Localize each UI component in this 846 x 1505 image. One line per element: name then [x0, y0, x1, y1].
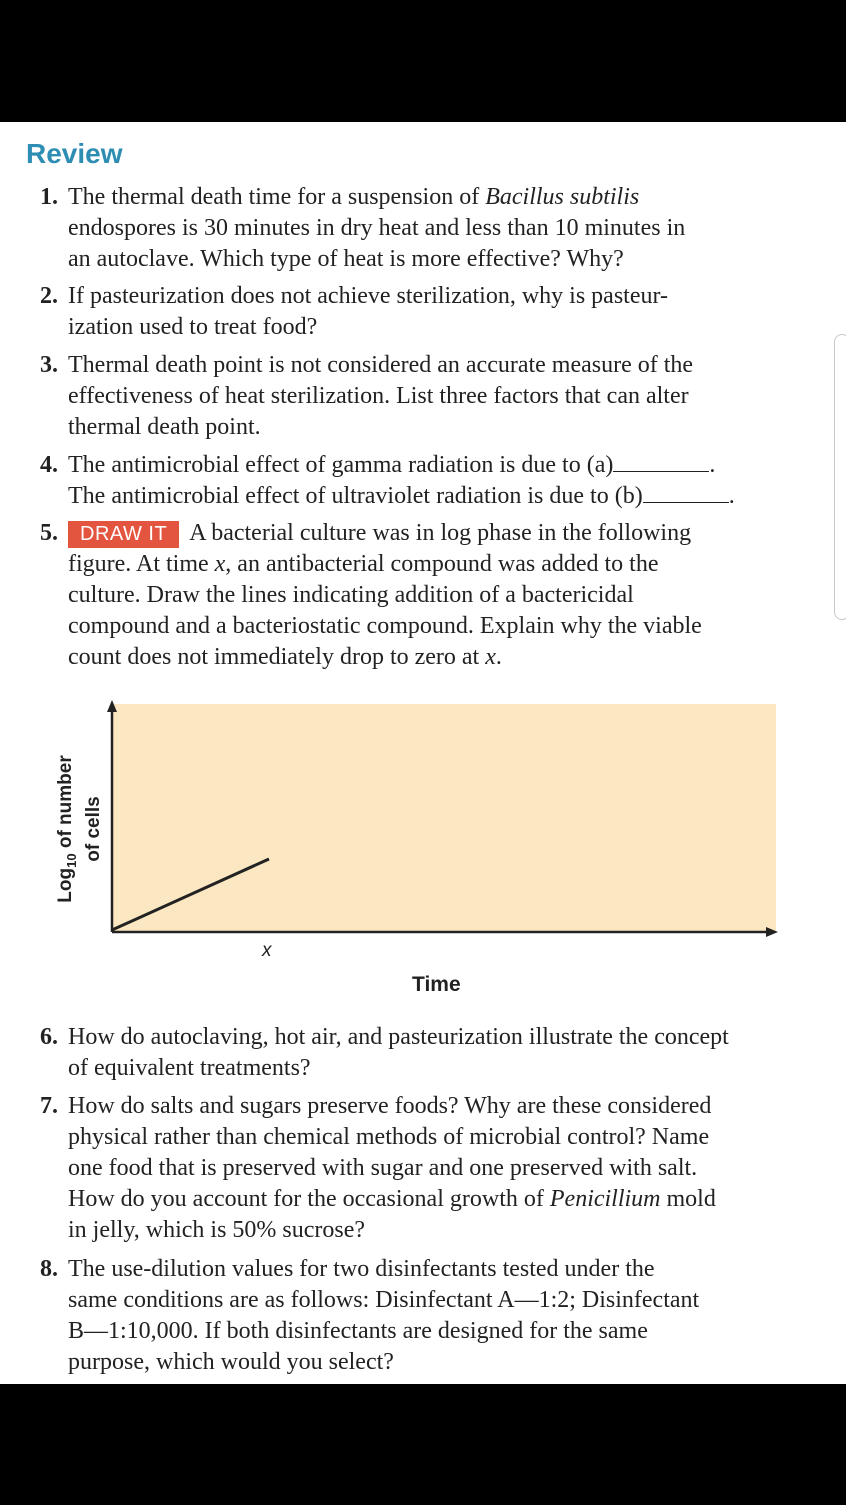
- question-2: [40, 281, 800, 343]
- question-line: thermal death point.: [68, 414, 261, 440]
- question-4: [40, 450, 800, 512]
- question-line: How do autoclaving, hot air, and pasteurization illustrate the concept: [68, 1024, 729, 1050]
- question-number: 3.: [40, 352, 58, 378]
- review-heading: Review: [26, 138, 123, 169]
- scroll-indicator[interactable]: [834, 334, 846, 620]
- question-7: [40, 1091, 800, 1246]
- answer-blank-a[interactable]: [613, 451, 709, 472]
- question-number: 6.: [40, 1024, 58, 1050]
- answer-blank-b[interactable]: [643, 482, 729, 503]
- question-number: 2.: [40, 283, 58, 309]
- question-number: 1.: [40, 184, 58, 210]
- question-number: 5.: [40, 520, 58, 546]
- question-number: 4.: [40, 452, 58, 478]
- y-axis-label: Log$_{10}$ of number of cells: [55, 755, 104, 903]
- question-line: DRAW IT A bacterial culture was in log phase in the following: [68, 518, 800, 549]
- question-line: figure. At time x, an antibacterial compound was added to the: [68, 551, 659, 577]
- question-line: B—1:10,000. If both disinfectants are designed for the same: [68, 1318, 648, 1344]
- question-number: 7.: [40, 1093, 58, 1119]
- question-line: The thermal death time for a suspension of Bacillus subtilis: [68, 184, 640, 210]
- question-line: The use-dilution values for two disinfectants tested under the: [68, 1256, 655, 1282]
- species-name: Bacillus subtilis: [485, 184, 640, 210]
- question-line: How do you account for the occasional growth of Penicillium mold: [68, 1186, 716, 1212]
- question-line: in jelly, which is 50% sucrose?: [68, 1217, 366, 1243]
- question-line: count does not immediately drop to zero at x.: [68, 644, 502, 670]
- question-line: physical rather than chemical methods of microbial control? Name: [68, 1124, 710, 1150]
- question-3: [40, 350, 800, 443]
- draw-it-tag: DRAW IT: [68, 521, 179, 548]
- question-line: purpose, which would you select?: [68, 1349, 394, 1375]
- question-line: an autoclave. Which type of heat is more effective? Why?: [68, 246, 624, 272]
- growth-curve-figure: [40, 694, 800, 1004]
- question-line: endospores is 30 minutes in dry heat and less than 10 minutes in: [68, 215, 686, 241]
- time-x-marker: x: [262, 940, 272, 961]
- question-line: same conditions are as follows: Disinfectant A—1:2; Disinfectant: [68, 1287, 700, 1313]
- question-line: How do salts and sugars preserve foods? Why are these considered: [68, 1093, 712, 1119]
- growth-plot: [40, 694, 800, 954]
- plot-area[interactable]: [112, 704, 776, 932]
- question-line: culture. Draw the lines indicating addition of a bactericidal: [68, 582, 634, 608]
- question-line: The antimicrobial effect of gamma radiation is due to (a) .: [68, 452, 716, 478]
- question-line: The antimicrobial effect of ultraviolet radiation is due to (b) .: [68, 483, 735, 509]
- question-number: 8.: [40, 1256, 58, 1282]
- question-6: [40, 1022, 800, 1084]
- question-8: [40, 1254, 800, 1378]
- question-line: Thermal death point is not considered an accurate measure of the: [68, 352, 694, 378]
- question-line: compound and a bacteriostatic compound. Explain why the viable: [68, 613, 702, 639]
- question-line: of equivalent treatments?: [68, 1055, 311, 1081]
- question-5: [40, 518, 800, 673]
- question-line: one food that is preserved with sugar and one preserved with salt.: [68, 1155, 698, 1181]
- question-line: ization used to treat food?: [68, 314, 318, 340]
- question-line: If pasteurization does not achieve sterilization, why is pasteur-: [68, 283, 668, 309]
- question-1: [40, 182, 800, 275]
- species-name: Penicillium: [549, 1186, 661, 1212]
- textbook-page[interactable]: [0, 122, 846, 1384]
- x-axis-label: Time: [412, 973, 461, 996]
- question-line: effectiveness of heat sterilization. List three factors that can alter: [68, 383, 689, 409]
